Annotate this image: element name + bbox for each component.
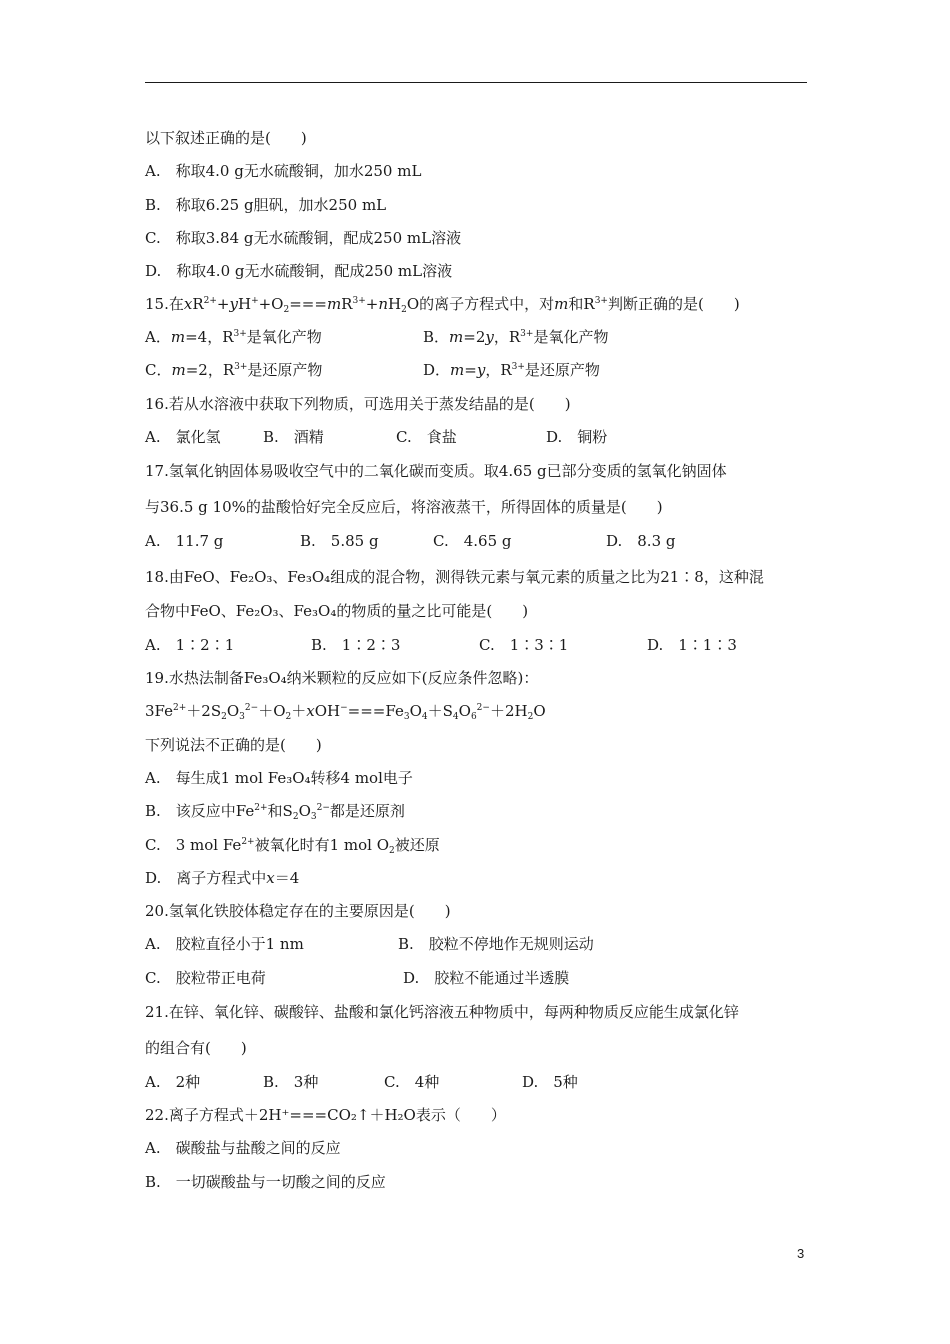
q18-option-c: C. 1∶3∶1 (479, 636, 569, 654)
q17-option-c: C. 4.65 g (433, 532, 512, 550)
q22-option-b: B. 一切碳酸盐与一切酸之间的反应 (145, 1173, 386, 1191)
q14-option-a: A. 称取4.0 g无水硫酸铜，加水250 mL (145, 162, 422, 180)
q19-equation: $3Fe^{2+}+2S_2O_3^{2-}+O_2+xOH^-===Fe_3O_4+S_4O_6^{2-}+2H_2O$ (145, 702, 546, 722)
q18-options (145, 635, 737, 655)
q15-option-a: A．m=4，$R^{3+}$是氧化产物 (145, 328, 322, 346)
q16-option-c: C. 食盐 (396, 428, 457, 446)
q21-options (145, 1072, 578, 1092)
q14-option-b: B. 称取6.25 g胆矾，加水250 mL (145, 196, 387, 214)
q19-option-d: D. 离子方程式中x＝4 (145, 869, 300, 887)
q14-option-d: D. 称取4.0 g无水硫酸铜，配成250 mL溶液 (145, 262, 453, 280)
q18-stem-1: 18.由FeO、Fe₂O₃、Fe₃O₄组成的混合物，测得铁元素与氧元素的质量之比为21∶8，这种混 (145, 568, 764, 586)
q20-option-b: B. 胶粒不停地作无规则运动 (398, 935, 594, 953)
q17-stem-2: 与36.5 g 10%的盐酸恰好完全反应后，将溶液蒸干，所得固体的质量是( ) (145, 498, 663, 516)
q19-option-b: B. 该反应中$Fe^{2+}$和$S_2O_3^{2-}$都是还原剂 (145, 802, 405, 822)
q18-option-d: D. 1∶1∶3 (647, 636, 737, 654)
q15-options-ab (145, 327, 608, 347)
q19-stem-2: 下列说法不正确的是( ) (145, 736, 322, 754)
q18-stem-2: 合物中FeO、Fe₂O₃、Fe₃O₄的物质的量之比可能是( ) (145, 602, 529, 620)
q15-stem: 15.在$xR^{2+}+yH^++O_2===mR^{3+}+nH_2O$的离子方程式中，对m和$R^{3+}$判断正确的是( ) (145, 295, 740, 315)
q21-option-b: B. 3种 (263, 1073, 319, 1091)
q19-stem: 19.水热法制备Fe₃O₄纳米颗粒的反应如下(反应条件忽略)： (145, 669, 539, 687)
q18-option-a: A. 1∶2∶1 (145, 636, 235, 654)
q21-option-c: C. 4种 (384, 1073, 440, 1091)
q19-option-a: A. 每生成1 mol Fe₃O₄转移4 mol电子 (145, 769, 413, 787)
q15-option-d: D．m=y，$R^{3+}$是还原产物 (423, 361, 600, 379)
q20-stem: 20.氢氧化铁胶体稳定存在的主要原因是( ) (145, 902, 451, 920)
q21-option-d: D. 5种 (522, 1073, 578, 1091)
q17-options (145, 531, 676, 551)
q15-option-b: B．m=2y，$R^{3+}$是氧化产物 (423, 328, 609, 346)
q14-stem: 以下叙述正确的是( ) (145, 129, 307, 147)
q15-option-c: C．m=2，$R^{3+}$是还原产物 (145, 361, 323, 379)
page-number: 3 (797, 1246, 805, 1261)
q17-option-d: D. 8.3 g (606, 532, 676, 550)
q17-stem-1: 17.氢氧化钠固体易吸收空气中的二氧化碳而变质。取4.65 g已部分变质的氢氧化钠固体 (145, 462, 727, 480)
q15-options-cd (145, 360, 600, 380)
q21-stem-2: 的组合有( ) (145, 1039, 247, 1057)
q20-option-d: D. 胶粒不能通过半透膜 (403, 969, 570, 987)
q20-options-cd (145, 968, 569, 988)
q17-option-b: B. 5.85 g (300, 532, 379, 550)
q16-option-b: B. 酒精 (263, 428, 324, 446)
q19-option-c: C. 3 mol $Fe^{2+}$被氧化时有1 mol $O_2$被还原 (145, 836, 440, 856)
q20-options-ab (145, 934, 594, 954)
q22-stem: 22.离子方程式＋2H⁺===CO₂↑＋H₂O表示（ ） (145, 1106, 506, 1124)
q16-option-a: A. 氯化氢 (145, 428, 221, 446)
q22-option-a: A. 碳酸盐与盐酸之间的反应 (145, 1139, 341, 1157)
q20-option-a: A. 胶粒直径小于1 nm (145, 935, 304, 953)
header-rule (145, 82, 807, 83)
q14-option-c: C. 称取3.84 g无水硫酸铜，配成250 mL溶液 (145, 229, 462, 247)
q16-stem: 16.若从水溶液中获取下列物质，可选用关于蒸发结晶的是( ) (145, 395, 571, 413)
q21-stem-1: 21.在锌、氧化锌、碳酸锌、盐酸和氯化钙溶液五种物质中，每两种物质反应能生成氯化锌 (145, 1003, 739, 1021)
q21-option-a: A. 2种 (145, 1073, 201, 1091)
q16-options (145, 427, 607, 447)
q20-option-c: C. 胶粒带正电荷 (145, 969, 266, 987)
q18-option-b: B. 1∶2∶3 (311, 636, 401, 654)
q17-option-a: A. 11.7 g (145, 532, 224, 550)
q16-option-d: D. 铜粉 (546, 428, 608, 446)
